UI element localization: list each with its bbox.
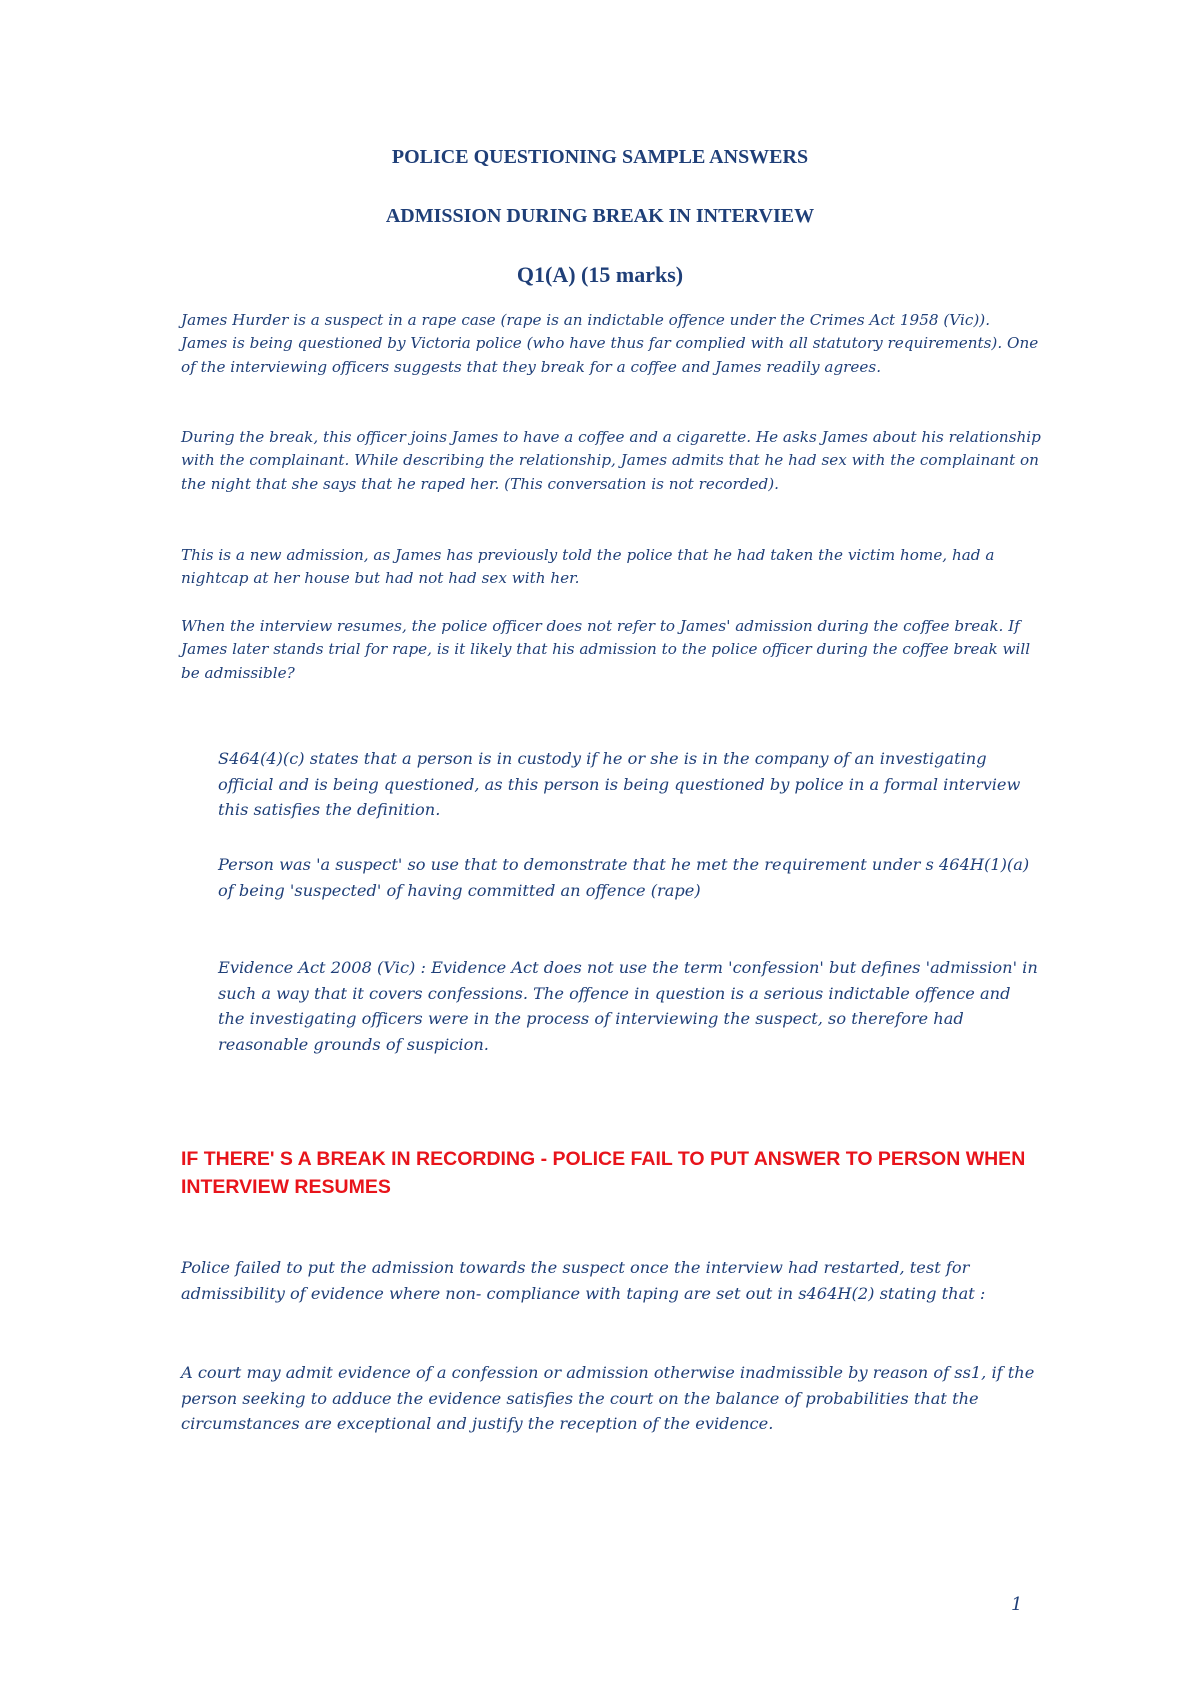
question-paragraph: This is a new admission, as James has previously told the police that he had taken the victim home, had a nightcap at her house but had not had sex with her. [181, 546, 995, 588]
section-heading: IF THERE' S A BREAK IN RECORDING - POLICE FAIL TO PUT ANSWER TO PERSON WHEN INTERVIEW RESUMES [181, 1148, 1026, 1198]
section-paragraph: A court may admit evidence of a confession or admission otherwise inadmissible by reason of ss1, if the person seeking to adduce the evidence satisfies the court on the balance of probabilities that the circumstances are exceptional and justify the reception of the evidence. [181, 1363, 1035, 1433]
answer-paragraph: S464(4)(c) states that a person is in custody if he or she is in the company of an investigating official and is being questioned, as this person is being questioned by police in a formal interview this satisfies the definition. [218, 749, 1021, 819]
section-paragraph: Police failed to put the admission towards the suspect once the interview had restarted, test for admissibility of evidence where non- compliance with taping are set out in s464H(2) stating that : [181, 1258, 986, 1303]
question-paragraph: When the interview resumes, the police officer does not refer to James' admission during the coffee break. If James later stands trial for rape, is it likely that his admission to the police officer during the coffee break will be admissible? [181, 617, 1031, 682]
question-paragraph: During the break, this officer joins James to have a coffee and a cigarette. He asks James about his relationship with the complainant. While describing the relationship, James admits that he had sex with the complainant on the night that she says that he raped her. (This conversation is not recorded). [181, 428, 1041, 493]
question-paragraph: James Hurder is a suspect in a rape case (rape is an indictable offence under the Crimes Act 1958 (Vic)). James is being questioned by Victoria police (who have thus far complied with all statutory requirements). One of the interviewing officers suggests that they break for a coffee and James readily agrees. [181, 311, 1039, 376]
answer-paragraph: Person was 'a suspect' so use that to demonstrate that he met the requirement under s 464H(1)(a) of being 'suspected' of having committed an offence (rape) [218, 855, 1030, 900]
answer-paragraph: Evidence Act 2008 (Vic) : Evidence Act does not use the term 'confession' but defines 'admission' in such a way that it covers confessions. The offence in question is a serious indictable offence and the investigating officers were in the process of interviewing the suspect, so therefore had reasonable grounds of suspicion. [218, 958, 1038, 1054]
page-number: 1 [1011, 1594, 1023, 1615]
document-subtitle: ADMISSION DURING BREAK IN INTERVIEW [385, 205, 815, 227]
document-title: POLICE QUESTIONING SAMPLE ANSWERS [391, 146, 809, 168]
question-label: Q1(A) (15 marks) [516, 262, 684, 287]
